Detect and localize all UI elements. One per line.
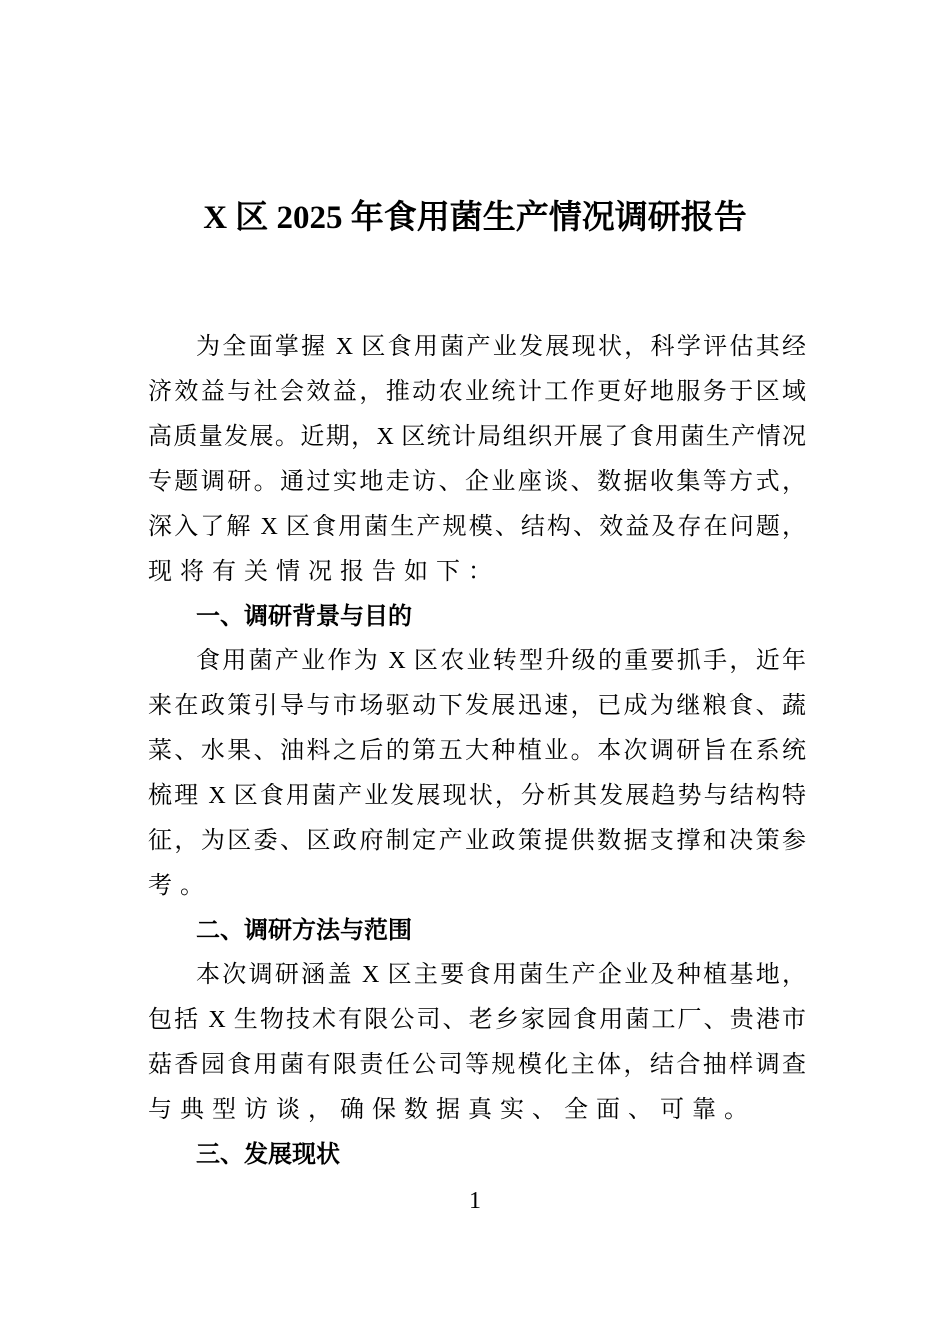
document-body bbox=[148, 325, 806, 1177]
text-line: 深入了解 X 区食用菌生产规模、结构、效益及存在问题， bbox=[148, 514, 806, 540]
text-line: 征，为区委、区政府制定产业政策提供数据支撑和决策参 bbox=[148, 828, 806, 854]
text-line: 食用菌产业作为 X 区农业转型升级的重要抓手，近年 bbox=[196, 648, 806, 674]
section-heading-methods: 二、调研方法与范围 bbox=[196, 917, 412, 944]
paragraph-methods bbox=[148, 953, 806, 1133]
text-line: 为全面掌握 X 区食用菌产业发展现状，科学评估其经 bbox=[196, 334, 806, 360]
text-line: 与典型访谈，确保数据真实、全面、可靠。 bbox=[148, 1097, 756, 1123]
section-heading-status: 三、发展现状 bbox=[196, 1141, 340, 1168]
text-line: 济效益与社会效益，推动农业统计工作更好地服务于区域 bbox=[148, 379, 806, 405]
text-line: 本次调研涵盖 X 区主要食用菌生产企业及种植基地， bbox=[196, 962, 806, 988]
section-heading-background: 一、调研背景与目的 bbox=[196, 603, 412, 630]
text-line: 包括 X 生物技术有限公司、老乡家园食用菌工厂、贵港市 bbox=[148, 1007, 806, 1033]
text-line: 梳理 X 区食用菌产业发展现状，分析其发展趋势与结构特 bbox=[148, 783, 806, 809]
text-line: 菇香园食用菌有限责任公司等规模化主体，结合抽样调查 bbox=[148, 1052, 806, 1078]
text-line: 菜、水果、油料之后的第五大种植业。本次调研旨在系统 bbox=[148, 738, 806, 764]
text-line: 现将有关情况报告如下： bbox=[148, 559, 500, 585]
text-line: 高质量发展。近期，X 区统计局组织开展了食用菌生产情况 bbox=[148, 424, 806, 450]
paragraph-intro bbox=[148, 325, 806, 595]
text-line: 考。 bbox=[148, 873, 212, 899]
text-line: 来在政策引导与市场驱动下发展迅速，已成为继粮食、蔬 bbox=[148, 693, 806, 719]
document-title: X 区 2025 年食用菌生产情况调研报告 bbox=[203, 200, 747, 236]
text-line: 专题调研。通过实地走访、企业座谈、数据收集等方式， bbox=[148, 469, 806, 495]
paragraph-background bbox=[148, 639, 806, 909]
page-number: 1 bbox=[469, 1188, 481, 1214]
